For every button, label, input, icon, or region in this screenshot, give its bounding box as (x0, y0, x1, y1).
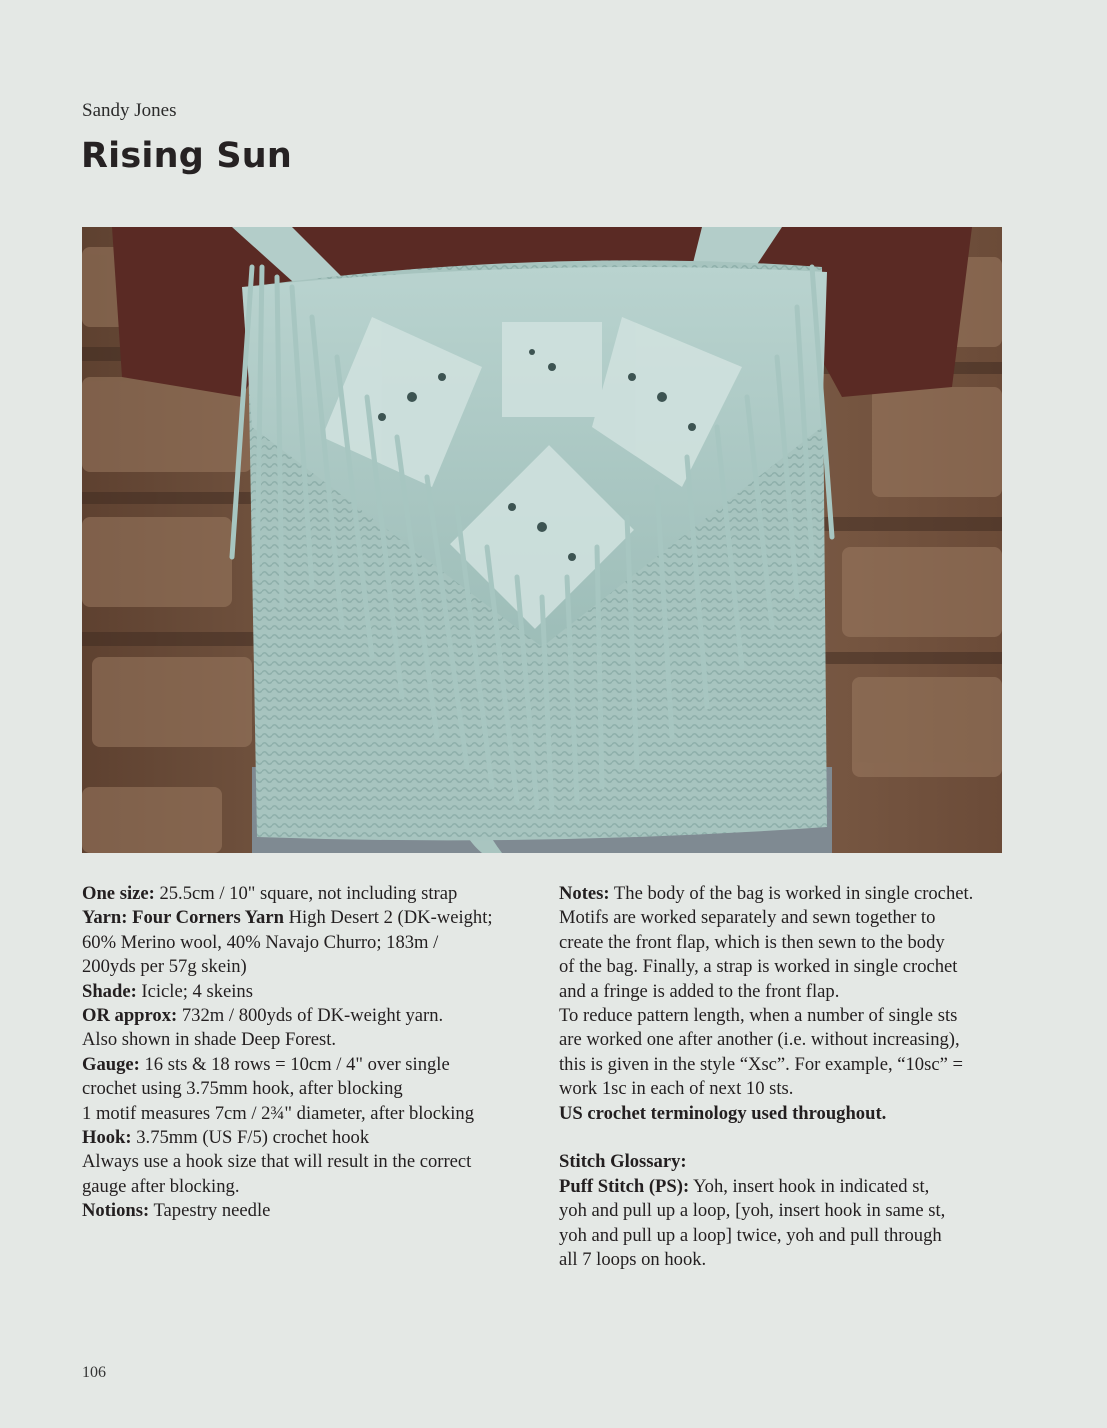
notes-line3: create the front flap, which is then sewn to the body (559, 931, 945, 953)
pattern-title: Rising Sun (81, 136, 292, 176)
glossary-heading: Stitch Glossary: (559, 1151, 687, 1173)
notes-label: Notes: (559, 883, 610, 904)
bag-photo (82, 227, 1002, 853)
author-name: Sandy Jones (82, 100, 177, 121)
yarn-line2: 60% Merino wool, 40% Navajo Churro; 183m / (82, 931, 439, 953)
puff-line2: yoh and pull up a loop, [yoh, insert hook in same st, (559, 1200, 946, 1222)
gauge-label: Gauge: (82, 1053, 140, 1075)
puff-label: Puff Stitch (PS): (559, 1175, 690, 1197)
notes-line1: The body of the bag is worked in single crochet. (609, 883, 974, 904)
yarn-line1: High Desert 2 (DK-weight; (283, 907, 493, 929)
shade-value: Icicle; 4 skeins (136, 980, 253, 1002)
us-terms-note: US crochet terminology used throughout. (559, 1102, 887, 1124)
reduce-line3: this is given in the style “Xsc”. For example, “10sc” = (559, 1053, 963, 1075)
notions-value: Tapestry needle (149, 1200, 271, 1222)
size-label: One size: (82, 883, 155, 904)
yarn-line3: 200yds per 57g skein) (82, 956, 247, 978)
puff-line1: Yoh, insert hook in indicated st, (689, 1175, 930, 1197)
notes-line5: and a fringe is added to the front flap. (559, 980, 840, 1002)
hook-value: 3.75mm (US F/5) crochet hook (131, 1127, 370, 1149)
approx-value: 732m / 800yds of DK-weight yarn. (177, 1005, 444, 1027)
left-column (82, 882, 532, 1224)
right-column (559, 882, 1007, 1272)
hook-note2: gauge after blocking. (82, 1175, 240, 1197)
reduce-line4: work 1sc in each of next 10 sts. (559, 1078, 794, 1100)
notes-line4: of the bag. Finally, a strap is worked in single crochet (559, 956, 958, 978)
approx-label: OR approx: (82, 1005, 178, 1027)
puff-line3: yoh and pull up a loop] twice, yoh and pull through (559, 1224, 942, 1246)
size-value: 25.5cm / 10" square, not including strap (154, 883, 458, 904)
puff-line4: all 7 loops on hook. (559, 1249, 707, 1271)
also-shown: Also shown in shade Deep Forest. (82, 1029, 337, 1051)
hook-label: Hook: (82, 1127, 132, 1149)
yarn-label: Yarn: Four Corners Yarn (82, 907, 284, 929)
gauge-line1: 16 sts & 18 rows = 10cm / 4" over single (139, 1053, 450, 1075)
gauge-line2: crochet using 3.75mm hook, after blocking (82, 1078, 403, 1100)
reduce-line1: To reduce pattern length, when a number of single sts (559, 1005, 958, 1027)
hook-note1: Always use a hook size that will result in the correct (82, 1151, 472, 1173)
page-number: 106 (82, 1364, 106, 1381)
gauge-line3: 1 motif measures 7cm / 2¾" diameter, after blocking (82, 1102, 475, 1124)
shade-label: Shade: (82, 980, 137, 1002)
notes-line2: Motifs are worked separately and sewn together to (559, 907, 936, 929)
notions-label: Notions: (82, 1200, 150, 1222)
reduce-line2: are worked one after another (i.e. without increasing), (559, 1029, 960, 1051)
